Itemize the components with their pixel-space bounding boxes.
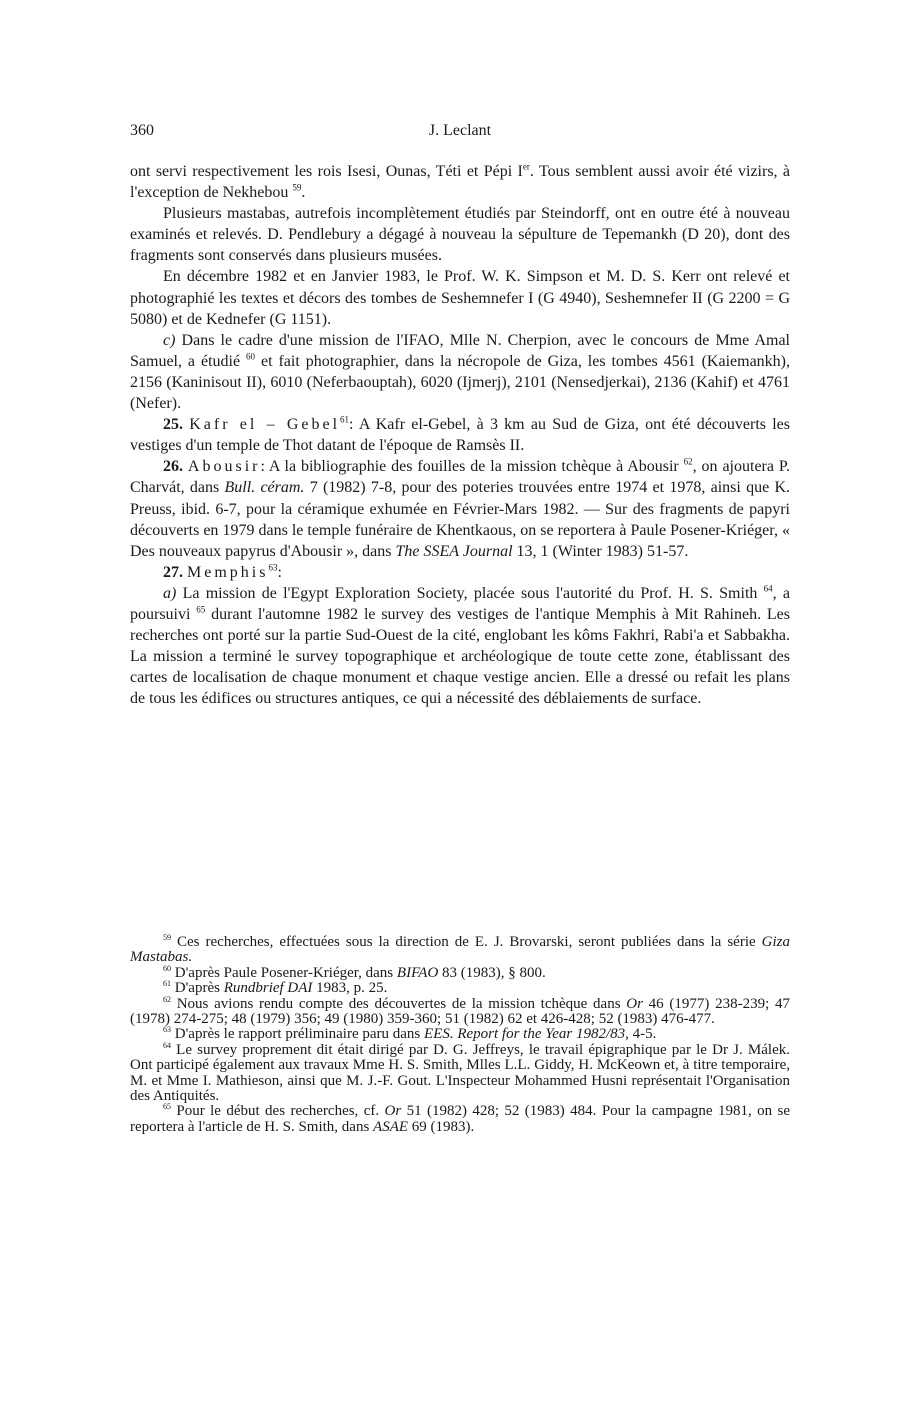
text: :: [277, 563, 282, 581]
footnote-ref: 59: [292, 182, 302, 193]
text: ont servi respectivement les rois Isesi, Ounas, Téti et Pépi I: [130, 163, 523, 180]
footnote-number: 64: [163, 1040, 171, 1050]
paragraph-6: [130, 456, 790, 561]
text: 13, 1 (Winter 1983) 51-57.: [512, 542, 689, 560]
text: et fait photographier, dans la nécropole de Giza, les tombes 4561 (Kaiemankh), 2156 (Kaninisout II), 6010 (Neferbaouptah), 6020 (Ijmerj), 2101 (Nensedjerkai), 2136 (Kahif) et 4761 (Nefer).: [130, 352, 791, 413]
paragraph-1: [130, 161, 790, 203]
text: 4-5.: [628, 1026, 657, 1043]
text: : A Kafr el-Gebel, à 3 km au Sud de Giza, ont été découverts les vestiges d'un temple de Thot datant de l'époque de Ramsès II.: [130, 416, 791, 455]
superscript: er: [522, 161, 530, 172]
footnote-59: [130, 935, 790, 966]
section-number: 26.: [163, 458, 183, 476]
text: 46 (1977) 238-239; 47 (1978) 274-275; 48 (1979) 356; 49 (1980) 359-360; 51 (1982) 62 et 426-428; 52 (1983) 476-477.: [130, 995, 790, 1028]
footnote-number: 61: [163, 979, 171, 989]
section-place: Abousir: [187, 458, 261, 476]
footnote-number: 62: [163, 994, 171, 1004]
footnote-ref: 61: [340, 414, 350, 425]
footnote-number: 65: [163, 1102, 171, 1112]
italic-text: Rundbrief DAI: [223, 980, 313, 997]
text: Le survey proprement dit était dirigé par D. G. Jeffreys, le travail épigraphique par le Dr J. Málek. Ont participé également aux travaux Mme H. S. Smith, Mlles L.L. Giddy, H. McKeown et, à titre temporaire, M. et Mme I. Mathieson, ainsi que M. J.-F. Gout. L'Inspecteur Mohammed Husni représentait l'Organisation des Antiquités.: [130, 1041, 790, 1105]
main-text: [130, 161, 790, 709]
section-number: 25.: [163, 416, 183, 434]
text: 69 (1983).: [408, 1118, 475, 1135]
page-number: 360: [130, 122, 154, 139]
paragraph-2: Plusieurs mastabas, autrefois incomplètement étudiés par Steindorff, ont en outre été à nouveau examinés et relevés. D. Pendlebury a dégagé à nouveau la sépulture de Tepemankh (D 20), dont des fragments sont conservés dans plusieurs musées.: [130, 205, 790, 265]
footnote-ref: 62: [683, 456, 693, 467]
text: . Tous semblent aussi avoir été vizirs, à l'exception de Nekhebou: [130, 163, 791, 202]
footnote-65: [130, 1104, 790, 1135]
footnote-number: 60: [163, 963, 171, 973]
footnote-number: 59: [163, 933, 171, 942]
paragraph-5: [130, 414, 790, 456]
footnote-60: [130, 963, 790, 981]
section-place: Memphis: [187, 563, 269, 581]
section-number: 27.: [163, 563, 183, 581]
footnote-64: [130, 1040, 790, 1105]
footnote-63: [130, 1027, 790, 1042]
text: Dans le cadre d'une mission de l'IFAO, Mlle N. Cherpion, avec le concours de Mme Amal Samuel, a étudié: [130, 331, 790, 370]
text: : A la bibliographie des fouilles de la mission tchèque à Abousir: [260, 458, 684, 476]
footnotes: [130, 935, 790, 1135]
text: Nous avions rendu compte des découvertes de la mission tchèque dans: [171, 995, 627, 1012]
item-label: c): [163, 331, 176, 349]
text: D'après le rapport préliminaire paru dans: [171, 1026, 425, 1043]
running-head: J. Leclant: [428, 122, 492, 139]
text: .: [301, 184, 306, 202]
text: D'après Paule Posener-Kriéger, dans: [171, 964, 397, 981]
text: , a poursuivi: [130, 584, 790, 623]
footnote-number: 63: [163, 1025, 171, 1035]
paragraph-4: [130, 330, 790, 414]
footnote-61: [130, 981, 790, 996]
footnote-62: [130, 994, 790, 1028]
text: durant l'automne 1982 le survey des vestiges de l'antique Memphis à Mit Rahineh. Les recherches ont porté sur la partie Sud-Ouest de la cité, englobant les kôms Fakhri, Rabi'a et Sabbakha. La mission a terminé le survey topographique et archéologique de toute cette zone, établissant des cartes de localisation de chaque monument et chaque vestige ancien. Elle a dressé ou refait les plans de tous les édifices ou structures antiques, ce qui a nécessité des déblaiements de surface.: [130, 605, 791, 708]
paragraph-3: En décembre 1982 et en Janvier 1983, le Prof. W. K. Simpson et M. D. S. Kerr ont relevé et photographié les textes et décors des tombes de Seshemnefer I (G 4940), Seshemnefer II (G 2200 = G 5080) et de Kednefer (G 1151).: [130, 268, 790, 328]
text: Ces recherches, effectuées sous la direction de E. J. Brovarski, seront publiées dans la série: [171, 934, 762, 950]
text: , on ajoutera P. Charvát, dans: [130, 458, 791, 497]
text: La mission de l'Egypt Exploration Society, placée sous l'autorité du Prof. H. S. Smith: [176, 584, 764, 602]
footnote-ref: 65: [196, 604, 206, 615]
text: 51 (1982) 428; 52 (1983) 484. Pour la campagne 1981, on se reportera à l'article de H. S. Smith, dans: [130, 1103, 790, 1135]
journal-title: The SSEA Journal: [395, 542, 513, 560]
text: 83 (1983), § 800.: [438, 964, 546, 981]
item-label: a): [163, 584, 177, 602]
footnote-ref: 64: [763, 583, 773, 594]
footnote-ref: 60: [246, 351, 256, 362]
italic-text: Giza Mastabas.: [130, 934, 790, 966]
text: 1983, p. 25.: [312, 980, 388, 997]
text: 7 (1982) 7-8, pour des poteries trouvées entre 1974 et 1978, ainsi que K. Preuss, ibid. 6-7, pour la céramique exhumée en Février-Mars 1982. — Sur des fragments de papyri découverts en 1979 dans le temple funéraire de Khentkaous, on se reportera à Paule Posener-Kriéger, « Des nouveaux papyrus d'Abousir », dans: [130, 479, 791, 560]
text: D'après: [171, 980, 224, 997]
italic-text: ASAE: [373, 1118, 409, 1135]
footnote-ref: 63: [268, 562, 278, 573]
italic-text: BIFAO: [396, 964, 439, 981]
italic-text: Or: [626, 995, 643, 1012]
journal-title: Bull. céram.: [224, 479, 305, 497]
paragraph-8: [130, 583, 790, 710]
italic-text: Or: [384, 1103, 402, 1120]
italic-text: EES. Report for the Year 1982/83,: [424, 1026, 629, 1043]
page-header: [130, 122, 790, 144]
paragraph-7: [130, 562, 790, 583]
section-place: Kafr el – Gebel: [189, 416, 341, 434]
text: Pour le début des recherches, cf.: [171, 1103, 385, 1120]
